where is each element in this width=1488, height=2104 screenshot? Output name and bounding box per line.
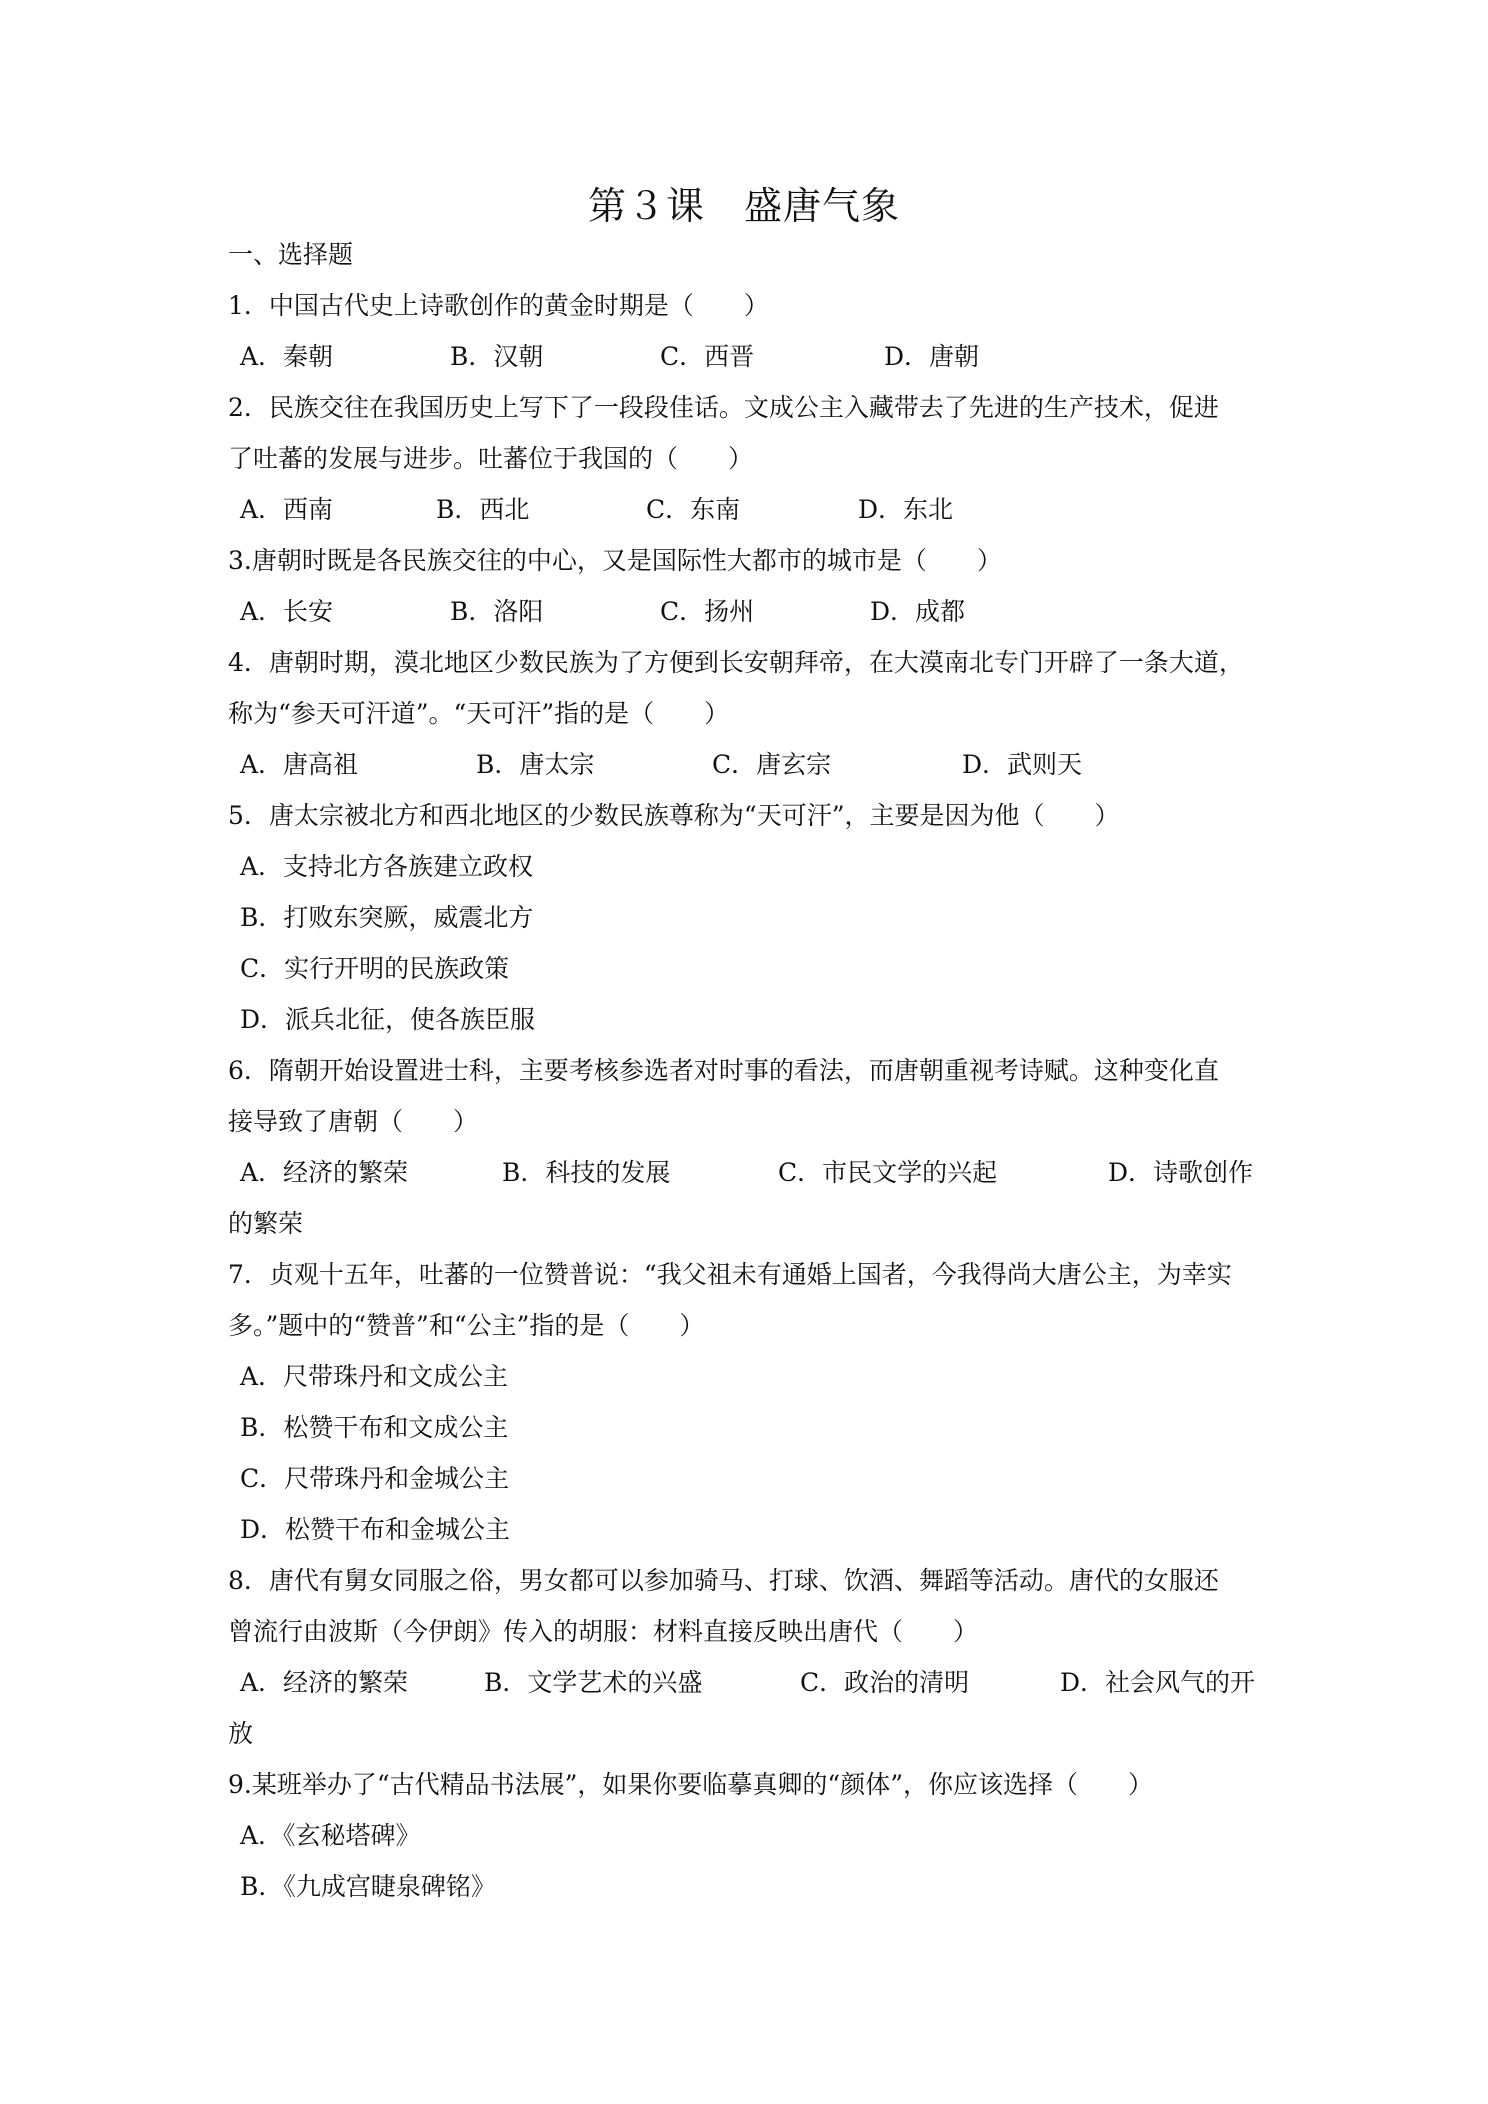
question-6-option-d-continued: 的繁荣 [228, 1209, 304, 1238]
question-7-option-b: B．松赞干布和文成公主 [240, 1413, 509, 1442]
question-1-option-a: A．秦朝 [240, 342, 334, 371]
question-8-option-b: B．文学艺术的兴盛 [484, 1668, 703, 1697]
question-3-option-b: B．洛阳 [450, 597, 544, 626]
question-4-text-line-1: 4．唐朝时期，漠北地区少数民族为了方便到长安朝拜帝，在大漠南北专门开辟了一条大道， [228, 648, 1244, 677]
question-6-text-line-1: 6．隋朝开始设置进士科，主要考核参选者对时事的看法，而唐朝重视考诗赋。这种变化直 [228, 1056, 1219, 1085]
question-6-text-line-2: 接导致了唐朝（ ） [228, 1107, 479, 1136]
question-7-option-c: C．尺带珠丹和金城公主 [240, 1464, 510, 1493]
question-8-option-d: D．社会风气的开 [1060, 1668, 1256, 1697]
question-8-text-line-1: 8．唐代有舅女同服之俗，男女都可以参加骑马、打球、饮酒、舞蹈等活动。唐代的女服还 [228, 1566, 1219, 1595]
question-5-text: 5．唐太宗被北方和西北地区的少数民族尊称为“天可汗”，主要是因为他（ ） [228, 801, 1120, 830]
question-8-option-d-continued: 放 [228, 1719, 254, 1748]
question-6-option-b: B．科技的发展 [502, 1158, 671, 1187]
question-3-option-d: D．成都 [870, 597, 966, 626]
question-3-option-a: A．长安 [240, 597, 334, 626]
question-9-option-a: A．《玄秘塔碑》 [240, 1821, 421, 1850]
question-1-text: 1．中国古代史上诗歌创作的黄金时期是（ ） [228, 291, 769, 320]
question-6-option-c: C．市民文学的兴起 [778, 1158, 998, 1187]
question-1-option-b: B．汉朝 [450, 342, 544, 371]
question-8-option-a: A．经济的繁荣 [240, 1668, 409, 1697]
question-5-option-d: D．派兵北征，使各族臣服 [240, 1005, 536, 1034]
question-8-option-c: C．政治的清明 [800, 1668, 970, 1697]
question-4-option-b: B．唐太宗 [476, 750, 595, 779]
question-4-option-a: A．唐高祖 [240, 750, 359, 779]
question-7-text-line-1: 7．贞观十五年，吐蕃的一位赞普说：“我父祖未有通婚上国者，今我得尚大唐公主，为幸实 [228, 1260, 1232, 1289]
question-3-text: 3.唐朝时既是各民族交往的中心，又是国际性大都市的城市是（ ） [228, 546, 1002, 575]
question-5-option-b: B．打败东突厥，威震北方 [240, 903, 534, 932]
question-6-option-a: A．经济的繁荣 [240, 1158, 409, 1187]
question-2-text-line-2: 了吐蕃的发展与进步。吐蕃位于我国的（ ） [228, 444, 754, 473]
question-1-option-c: C．西晋 [660, 342, 755, 371]
question-4-option-c: C．唐玄宗 [712, 750, 832, 779]
question-2-text-line-1: 2．民族交往在我国历史上写下了一段段佳话。文成公主入藏带去了先进的生产技术，促进 [228, 393, 1219, 422]
question-9-option-b: B．《九成宫睫泉碑铭》 [240, 1872, 496, 1901]
page-title: 第３课 盛唐气象 [587, 184, 900, 228]
question-4-option-d: D．武则天 [962, 750, 1083, 779]
question-2-option-c: C．东南 [646, 495, 741, 524]
question-2-option-d: D．东北 [858, 495, 954, 524]
question-7-option-d: D．松赞干布和金城公主 [240, 1515, 511, 1544]
question-9-text: 9.某班举办了“古代精品书法展”，如果你要临摹真卿的“颜体”，你应该选择（ ） [228, 1770, 1153, 1799]
section-heading: 一、选择题 [228, 240, 354, 269]
question-8-text-line-2: 曾流行由波斯（今伊朗》传入的胡服：材料直接反映出唐代（ ） [228, 1617, 979, 1646]
question-5-option-a: A．支持北方各族建立政权 [240, 852, 534, 881]
question-3-option-c: C．扬州 [660, 597, 755, 626]
question-7-option-a: A．尺带珠丹和文成公主 [240, 1362, 509, 1391]
question-4-text-line-2: 称为“参天可汗道”。“天可汗”指的是（ ） [228, 699, 730, 728]
question-7-text-line-2: 多。”题中的“赞普”和“公主”指的是（ ） [228, 1311, 705, 1340]
question-2-option-b: B．西北 [436, 495, 530, 524]
question-6-option-d: D．诗歌创作 [1108, 1158, 1254, 1187]
question-1-option-d: D．唐朝 [884, 342, 980, 371]
question-2-option-a: A．西南 [240, 495, 334, 524]
question-5-option-c: C．实行开明的民族政策 [240, 954, 510, 983]
